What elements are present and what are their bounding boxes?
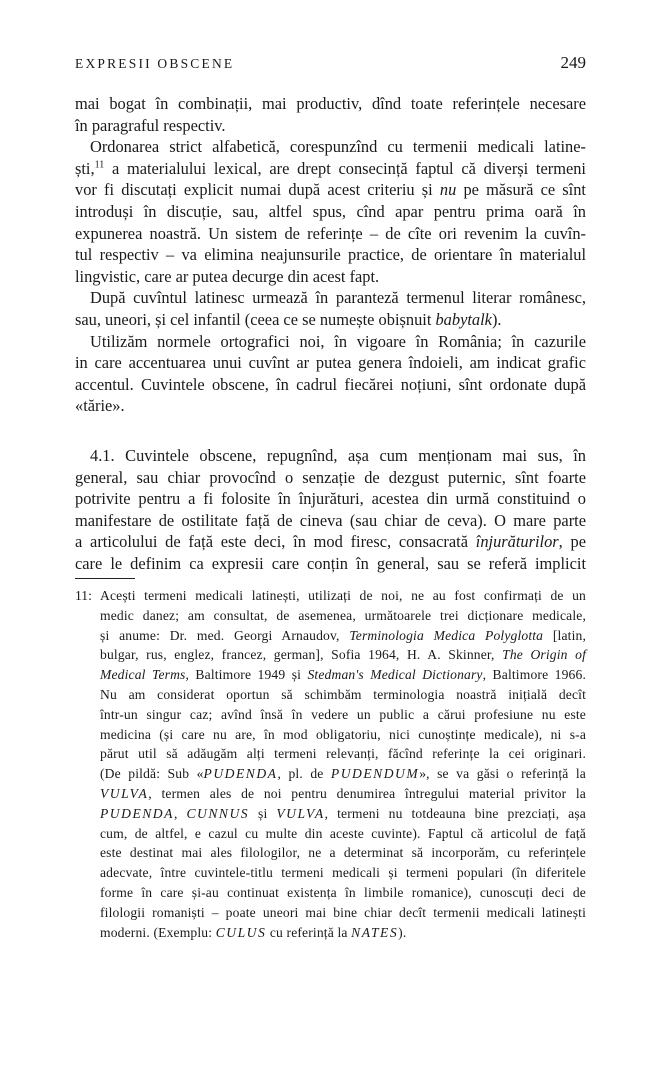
text-line bbox=[100, 626, 586, 646]
text-line: in care accentuarea unui cuvînt ar putea genera îndoieli, am indicat grafic bbox=[75, 353, 586, 373]
text-line bbox=[100, 764, 586, 784]
text-line: forme în care și-au continuat existența în limbile romanice), cunoscuți deci de bbox=[100, 884, 586, 900]
text-line: Ordonarea strict alfabetică, corespunzînd cu termenii medicali latine- bbox=[90, 137, 586, 157]
running-title: EXPRESII OBSCENE bbox=[75, 56, 235, 71]
text-fragment: , Baltimore 1949 și bbox=[185, 667, 308, 683]
text-line bbox=[100, 784, 586, 804]
text-line: Utilizăm normele ortografici noi, în vigoare în România; în cazurile bbox=[90, 331, 586, 351]
text-fragment: pe măsură ce sînt bbox=[456, 180, 586, 200]
text-line: potrivite pentru a fi folosite în înjurături, acestea din urmă constituind o bbox=[75, 489, 586, 509]
text-fragment: ). bbox=[398, 924, 407, 940]
paragraph-latin-word bbox=[75, 287, 586, 330]
text-fragment: , termeni nu totdeauna bine prezciați, așa bbox=[324, 805, 586, 821]
text-fragment: , termen ales de noi pentru denumirea întregului material privitor la bbox=[148, 785, 586, 801]
text-fragment: a articolului de față este deci, în mod firesc, consacrată bbox=[75, 532, 476, 552]
latin-term: VULVA bbox=[100, 785, 149, 801]
footnote-11 bbox=[75, 586, 586, 942]
book-title: Terminologia Medica Polyglotta bbox=[349, 627, 544, 643]
text-line: «tărie». bbox=[75, 396, 125, 416]
text-fragment: moderni. (Exemplu: bbox=[100, 924, 216, 940]
paragraph-ordering bbox=[75, 136, 586, 287]
text-fragment: bulgar, rus, englez, francez, german], Sofia 1964, H. A. Skinner, bbox=[100, 647, 503, 663]
latin-term: PUDENDA bbox=[100, 805, 174, 821]
text-line bbox=[75, 531, 586, 553]
latin-term: PUDENDA bbox=[203, 766, 278, 782]
text-fragment: a materialului lexical, are drept consecință faptul că diverși termeni bbox=[104, 158, 586, 178]
book-title: The Origin of bbox=[502, 647, 586, 663]
text-fragment: și anume: Dr. med. Georgi Arnaudov, bbox=[100, 627, 350, 643]
text-line: 4.1. Cuvintele obscene, repugnînd, așa cum menționam mai sus, în bbox=[90, 445, 586, 465]
footnote-number: 11: bbox=[75, 588, 92, 603]
text-line bbox=[100, 923, 586, 943]
footnote-ref[interactable]: 11 bbox=[94, 159, 105, 171]
text-fragment: », se va găsi o referință la bbox=[419, 766, 586, 782]
text-line: Nu am considerat oportun să schimbăm terminologia noastră inițială decît bbox=[100, 686, 586, 702]
emphasis: nu bbox=[439, 180, 457, 200]
book-title: Medical Terms bbox=[100, 667, 186, 683]
running-head bbox=[75, 53, 586, 75]
page-number: 249 bbox=[560, 53, 586, 72]
text-fragment: ști, bbox=[75, 158, 95, 178]
text-fragment: și bbox=[249, 805, 277, 821]
text-line bbox=[100, 665, 586, 685]
section-4-1 bbox=[75, 445, 586, 575]
text-line: general, sau chiar provocînd o senzație de dezgust puternic, sînt foarte bbox=[75, 467, 586, 487]
footnote-body bbox=[100, 586, 586, 942]
text-fragment: (De pildă: Sub « bbox=[100, 766, 204, 782]
text-line: După cuvîntul latinesc urmează în paranteză termenul literar românesc, bbox=[90, 288, 586, 308]
latin-term: NATES bbox=[351, 924, 399, 940]
emphasis: babytalk bbox=[435, 309, 492, 329]
text-fragment: [latin, bbox=[543, 627, 586, 643]
text-line: în paragraful respectiv. bbox=[75, 115, 226, 135]
text-fragment: , pe bbox=[558, 532, 586, 552]
text-fragment: , Baltimore 1966. bbox=[482, 667, 586, 683]
emphasis: înjurăturilor bbox=[475, 532, 559, 552]
text-line bbox=[75, 179, 586, 201]
text-line: filologii romaniști – poate uneori mai bine chiar decît termenii medicali latinești bbox=[100, 904, 586, 920]
text-line: expunerea noastră. Un sistem de referințe – de cîte ori revenim la cuvîn- bbox=[75, 223, 586, 243]
text-line: manifestare de ostilitate față de cineva (sau chiar de ceva). O mare parte bbox=[75, 510, 586, 530]
text-line: introduși în discuție, sau, altfel spus, cînd apar pentru prima oară în bbox=[75, 201, 586, 221]
text-line: mai bogat în combinații, mai productiv, dînd toate referințele necesare bbox=[75, 94, 586, 113]
text-fragment: cu referință la bbox=[266, 924, 352, 940]
text-line: părut util să adăugăm alți termeni relevanți, făcînd referințe la cei originari. bbox=[100, 746, 586, 762]
text-line: medicina (și care nu are, în mod obligatoriu, nici cunoștințe medicale), ni s-a bbox=[100, 726, 586, 742]
text-line bbox=[100, 645, 586, 665]
text-fragment: ). bbox=[491, 309, 502, 329]
footnote-divider bbox=[75, 578, 135, 579]
text-line: care le definim ca expresii care conțin în general, sau se referă implicit bbox=[75, 553, 586, 573]
text-line bbox=[100, 804, 586, 824]
text-fragment: , bbox=[173, 805, 187, 821]
book-title: Stedman's Medical Dictionary bbox=[307, 667, 483, 683]
text-fragment: sau, uneori, și cel infantil (ceea ce se numește obișnuit bbox=[75, 309, 436, 329]
text-line: accentul. Cuvintele obscene, în cadrul fiecărei noțiuni, sînt ordonate după bbox=[75, 374, 586, 394]
text-line: Acești termeni medicali latinești, utilizați de noi, ne au fost confirmați de un bbox=[100, 588, 586, 603]
paragraph-orthography bbox=[75, 331, 586, 417]
latin-term: PUDENDUM bbox=[330, 766, 420, 782]
body-text bbox=[75, 93, 586, 574]
latin-term: CULUS bbox=[215, 924, 267, 940]
latin-term: VULVA bbox=[276, 805, 325, 821]
latin-term: CUNNUS bbox=[186, 805, 250, 821]
text-line: adecvate, între cuvintele-titlu termeni medicali și termeni populari (în diferitele bbox=[100, 865, 586, 881]
text-fragment: vor fi discutați explicit numai după acest criteriu și bbox=[75, 180, 440, 200]
text-line: medic danez; am consultat, de asemenea, următoarele trei dicționare medicale, bbox=[100, 607, 586, 623]
text-line: tul respectiv – va elimina neajunsurile practice, de orientare în materialul bbox=[75, 245, 586, 265]
text-line: este destinat mai ales filologilor, ne a determinat să incorporăm, cu referințele bbox=[100, 845, 586, 861]
text-line: cum, de altfel, e cazul cu multe din aceste cuvinte). Faptul că articolul de față bbox=[100, 825, 586, 841]
text-line: lingvistic, care ar putea decurge din acest fapt. bbox=[75, 266, 380, 286]
text-line bbox=[75, 158, 586, 180]
paragraph-continuation bbox=[75, 93, 586, 136]
text-line bbox=[75, 309, 586, 331]
text-line: într-un singur caz; avînd însă în vedere un public a cărui profesiune nu este bbox=[100, 706, 586, 722]
text-fragment: , pl. de bbox=[277, 766, 331, 782]
